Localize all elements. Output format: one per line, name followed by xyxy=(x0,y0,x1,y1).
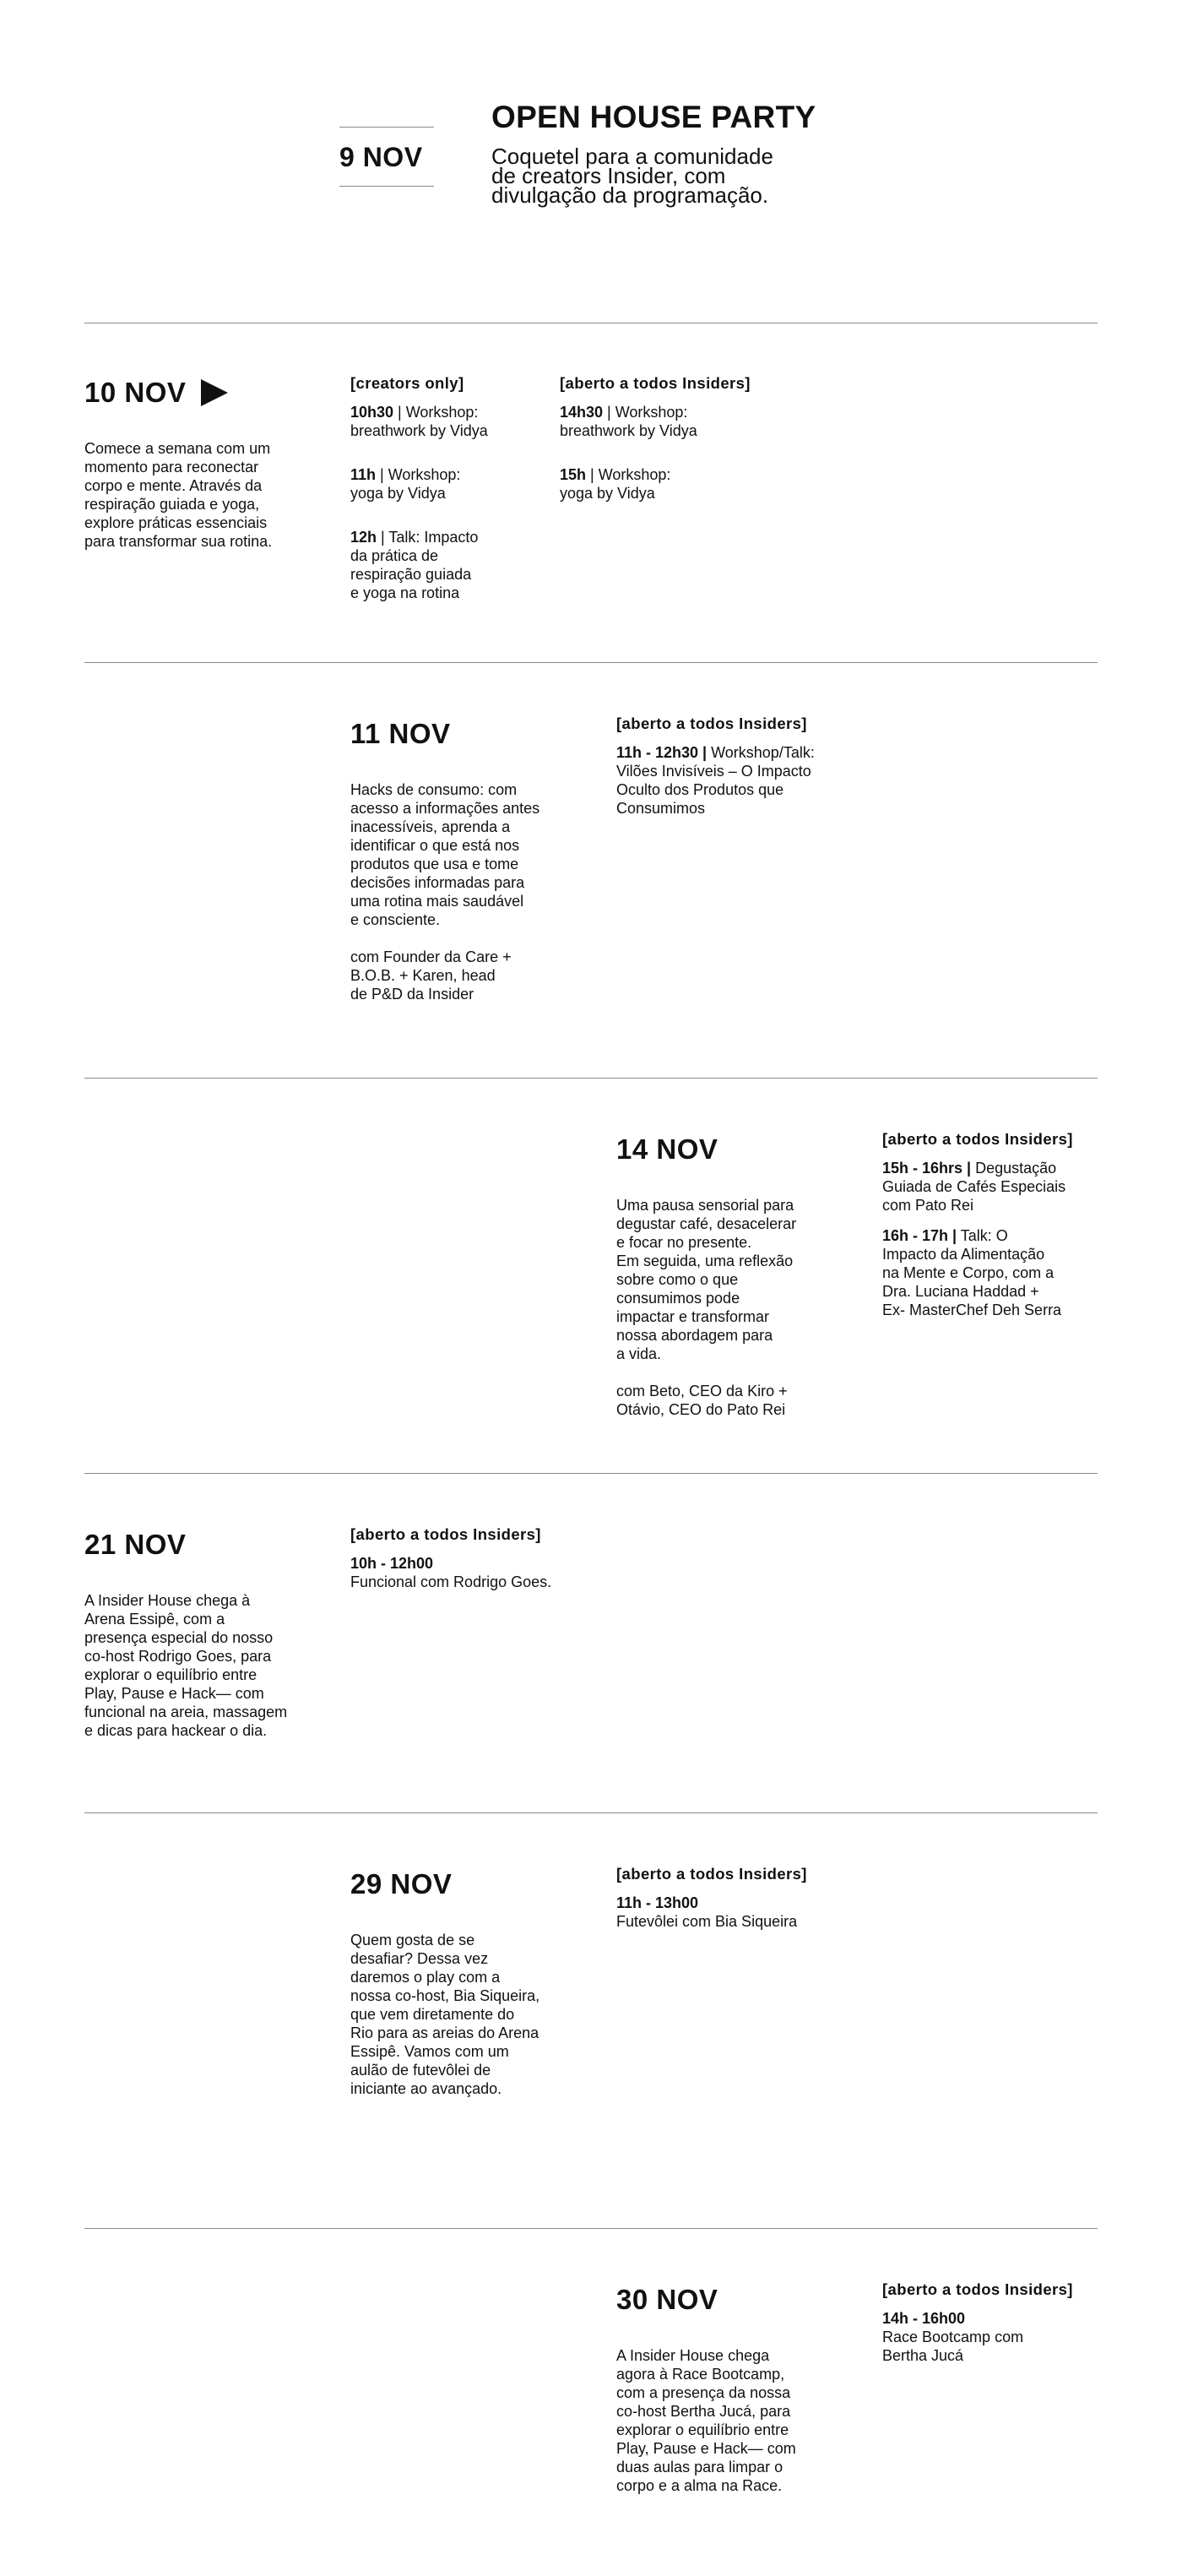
section-divider xyxy=(84,2228,1098,2229)
item-time: 14h - 16h00 xyxy=(882,2310,966,2327)
item-text: | Workshop: yoga by Vidya xyxy=(350,466,461,502)
event-date-label: 30 NOV xyxy=(616,2284,718,2315)
schedule-item xyxy=(350,1554,629,1591)
schedule-item xyxy=(350,528,570,602)
column-heading: [aberto a todos Insiders] xyxy=(616,1865,807,1883)
schedule-item xyxy=(350,465,570,503)
item-time: 10h - 12h00 xyxy=(350,1555,434,1572)
schedule-column-insiders xyxy=(882,2280,1098,2365)
section-divider xyxy=(84,1078,1098,1079)
event-description: Quem gosta de se desafiar? Dessa vez daremos o play com a nossa co-host, Bia Siqueira, que vem diretamente do Rio para as areias do Arena Essipê. Vamos com um aulão de futevôlei de iniciante ao avançado. xyxy=(350,1932,540,2097)
event-description: A Insider House chega à Arena Essipê, com a presença especial do nosso co-host Rodrigo Goes, para explorar o equilíbrio entre Play, Pause e Hack— com funcional na areia, massagem e dicas para hackear o dia. xyxy=(84,1592,288,1739)
item-text: | Workshop: yoga by Vidya xyxy=(560,466,671,502)
event-date-label: 29 NOV xyxy=(350,1868,453,1899)
schedule-column-insiders xyxy=(616,715,895,818)
item-text: Degustação Guiada de Cafés Especiais com Pato Rei xyxy=(882,1160,1066,1214)
item-text: Workshop/Talk: Vilões Invisíveis – O Impacto Oculto dos Produtos que Consumimos xyxy=(616,744,815,817)
skip-icon xyxy=(466,720,469,747)
schedule-column-creators xyxy=(350,374,570,602)
item-text: Talk: O Impacto da Alimentação na Mente e Corpo, com a Dra. Luciana Haddad + Ex- MasterChef Deh Serra xyxy=(882,1227,1062,1318)
schedule-item xyxy=(882,2309,1098,2365)
event-date xyxy=(616,2284,718,2316)
section-divider xyxy=(84,1812,1098,1813)
event-description: Hacks de consumo: com acesso a informações antes inacessíveis, aprenda a identificar o que está nos produtos que usa e tome decisões informadas para uma rotina mais saudável e consciente. com Founder da Care + B.O.B. + Karen, head de P&D da Insider xyxy=(350,781,540,1003)
event-description: A Insider House chega agora à Race Bootcamp, com a presença da nossa co-host Bertha Jucá, para explorar o equilíbrio entre Play, Pause e Hack— com duas aulas para limpar o corpo e a alma na Race. xyxy=(616,2347,796,2494)
header-rule-bottom xyxy=(339,186,434,187)
column-heading: [aberto a todos Insiders] xyxy=(350,1525,541,1543)
schedule-column-insiders xyxy=(882,1130,1098,1319)
item-time: 15h xyxy=(560,466,587,483)
item-time: 16h - 17h | xyxy=(882,1227,957,1244)
schedule-column-insiders xyxy=(560,374,805,503)
schedule-item xyxy=(560,465,805,503)
header-description: Coquetel para a comunidade de creators Insider, com divulgação da programação. xyxy=(491,144,773,208)
item-text: | Workshop: breathwork by Vidya xyxy=(560,404,697,439)
column-heading: [aberto a todos Insiders] xyxy=(616,715,807,732)
event-date-label: 21 NOV xyxy=(84,1529,187,1560)
event-date xyxy=(84,1529,186,1561)
header-date: 9 NOV xyxy=(339,142,423,172)
item-time: 11h xyxy=(350,466,377,483)
schedule-item xyxy=(350,403,570,440)
event-date-label: 11 NOV xyxy=(350,718,451,749)
header-title: OPEN HOUSE PARTY xyxy=(491,100,816,134)
event-date xyxy=(616,1133,739,1166)
schedule-column-insiders xyxy=(350,1525,629,1591)
item-time: 14h30 xyxy=(560,404,604,421)
item-text: | Talk: Impacto da prática de respiração guiada e yoga na rotina xyxy=(350,529,479,601)
section-divider xyxy=(84,662,1098,663)
item-time: 12h xyxy=(350,529,377,546)
play-icon xyxy=(201,379,228,406)
event-description: Comece a semana com um momento para reconectar corpo e mente. Através da respiração guiada e yoga, explore práticas essenciais para transformar sua rotina. xyxy=(84,440,273,550)
column-heading: [aberto a todos Insiders] xyxy=(882,1130,1073,1148)
schedule-item xyxy=(882,1159,1098,1215)
event-date xyxy=(350,718,469,750)
item-time: 15h - 16hrs | xyxy=(882,1160,972,1177)
item-text: | Workshop: breathwork by Vidya xyxy=(350,404,488,439)
column-heading: [aberto a todos Insiders] xyxy=(560,374,751,392)
event-date-label: 14 NOV xyxy=(616,1133,718,1165)
item-text: Futevôlei com Bia Siqueira xyxy=(616,1913,798,1930)
section-divider xyxy=(84,1473,1098,1474)
schedule-item xyxy=(616,743,895,818)
header-rule-top xyxy=(339,127,434,128)
schedule-item xyxy=(560,403,805,440)
schedule-column-insiders xyxy=(616,1865,895,1931)
item-text: Race Bootcamp com Bertha Jucá xyxy=(882,2329,1024,2364)
column-heading: [creators only] xyxy=(350,374,464,392)
item-time: 10h30 xyxy=(350,404,394,421)
item-time: 11h - 13h00 xyxy=(616,1894,699,1911)
event-date-label: 10 NOV xyxy=(84,377,187,408)
event-date xyxy=(350,1868,452,1900)
column-heading: [aberto a todos Insiders] xyxy=(882,2280,1073,2298)
event-date xyxy=(84,377,228,409)
pause-icon xyxy=(733,1136,739,1163)
schedule-item xyxy=(882,1226,1098,1319)
event-description: Uma pausa sensorial para degustar café, desacelerar e focar no presente. Em seguida, uma reflexão sobre como o que consumimos pode impactar e transformar nossa abordagem para a vida. com Beto, CEO da Kiro + Otávio, CEO do Pato Rei xyxy=(616,1197,797,1418)
item-text: Funcional com Rodrigo Goes. xyxy=(350,1573,552,1590)
schedule-item xyxy=(616,1894,895,1931)
item-time: 11h - 12h30 | xyxy=(616,744,708,761)
